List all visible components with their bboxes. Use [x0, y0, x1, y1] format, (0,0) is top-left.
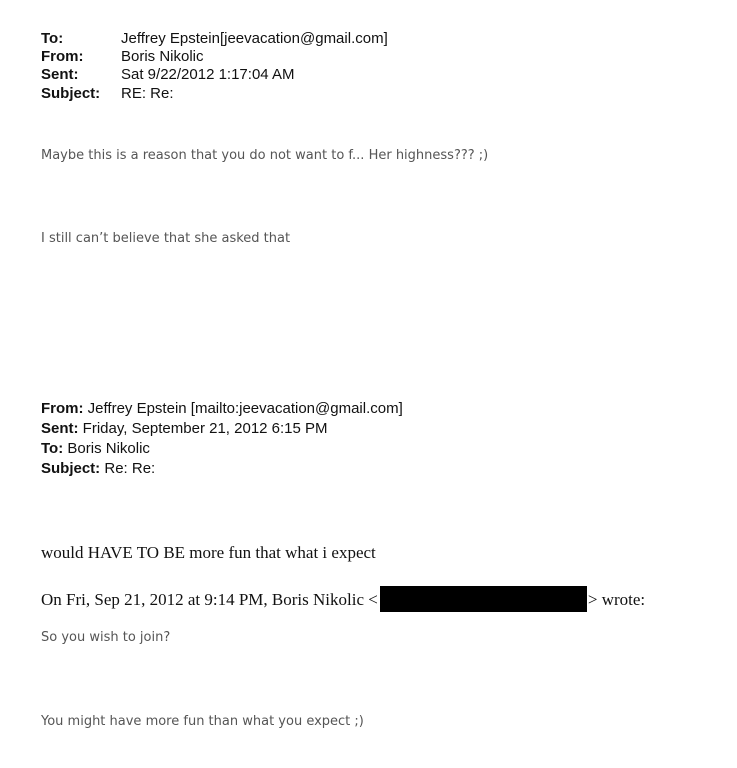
quoted-to-line: [41, 440, 150, 458]
quoted-to-value: Boris Nikolic: [67, 440, 150, 457]
attribution-line: [41, 588, 645, 614]
quoted-to-label: To:: [41, 440, 64, 457]
to-value: Jeffrey Epstein[jeevacation@gmail.com]: [121, 30, 388, 47]
sent-label: Sent:: [41, 66, 79, 83]
from-value: Boris Nikolic: [121, 48, 204, 65]
quoted-from-line: [41, 400, 403, 418]
quoted-subject-label: Subject:: [41, 460, 101, 477]
quoted-from-value: Jeffrey Epstein [mailto:jeevacation@gmail.com]: [87, 400, 403, 417]
quoted-sent-value: Friday, September 21, 2012 6:15 PM: [82, 420, 328, 437]
quoted-line-1: So you wish to join?: [41, 630, 171, 645]
to-label: To:: [41, 30, 64, 47]
quoted-sent-label: Sent:: [41, 420, 79, 437]
reply-line-1: Maybe this is a reason that you do not want to f... Her highness??? ;): [41, 148, 489, 163]
subject-value: RE: Re:: [121, 85, 174, 102]
quoted-subject-line: [41, 460, 155, 478]
attribution-suffix: > wrote:: [587, 589, 646, 609]
quoted-subject-value: Re: Re:: [104, 460, 156, 477]
quoted-message: would HAVE TO BE more fun that what i expect: [41, 543, 376, 562]
from-label: From:: [41, 48, 84, 65]
redaction-block: [380, 586, 587, 612]
quoted-from-label: From:: [41, 400, 84, 417]
attribution-prefix: On Fri, Sep 21, 2012 at 9:14 PM, Boris Nikolic <: [41, 589, 378, 609]
reply-line-2: I still can’t believe that she asked that: [41, 231, 291, 246]
quoted-sent-line: [41, 420, 328, 438]
subject-label: Subject:: [41, 85, 101, 102]
quoted-line-2: You might have more fun than what you expect ;): [41, 714, 364, 729]
sent-value: Sat 9/22/2012 1:17:04 AM: [121, 66, 295, 83]
